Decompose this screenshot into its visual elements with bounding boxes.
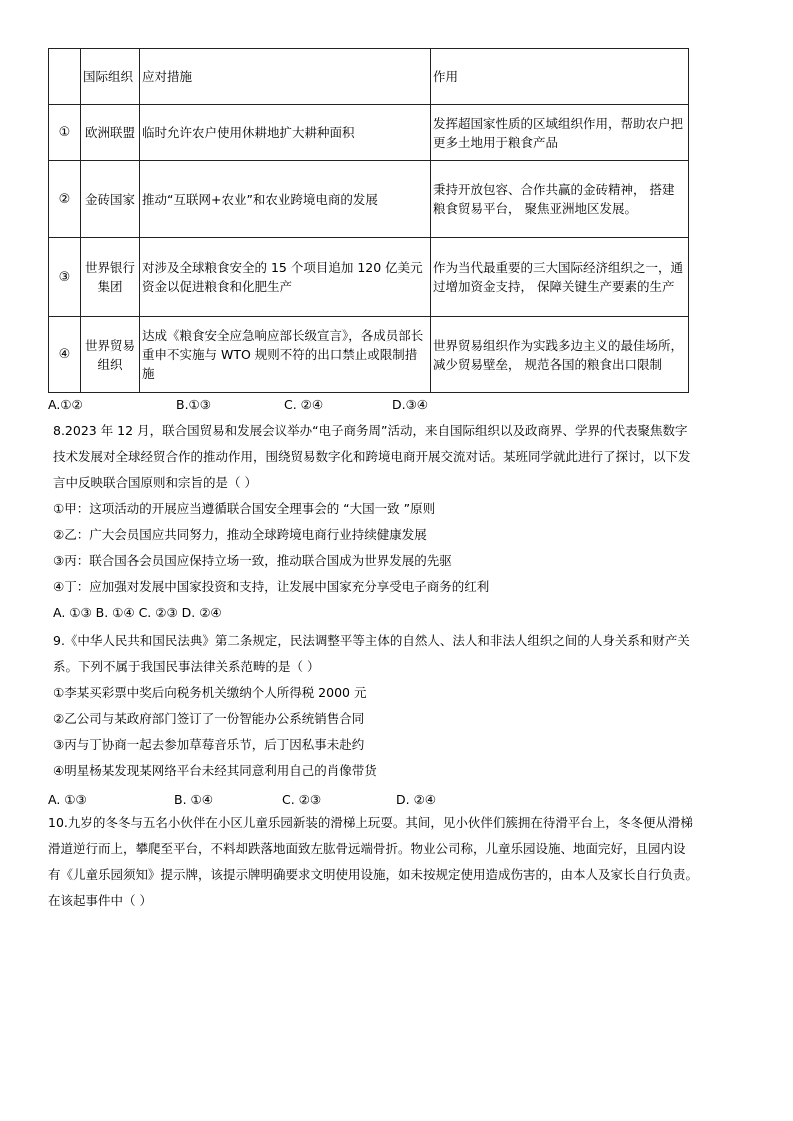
row-effect: 发挥超国家性质的区域组织作用，帮助农户把更多土地用于粮食产品 [431, 105, 689, 161]
table-row [49, 238, 689, 317]
header-organization: 国际组织 [81, 49, 140, 105]
question-stem-line: 10.九岁的冬冬与五名小伙伴在小区儿童乐园新装的滑梯上玩耍。其间，见小伙伴们簇拥在待滑平台上，冬冬便从滑梯 [48, 815, 693, 830]
choice-c[interactable]: C. ②④ [284, 397, 324, 412]
option-item: ①甲：这项活动的开展应当遵循联合国安全理事会的 “大国一致 ”原则 [53, 501, 436, 516]
row-organization: 世界贸易组织 [81, 317, 140, 393]
option-item: ②乙：广大会员国应共同努力，推动全球跨境电商行业持续健康发展 [53, 527, 427, 542]
question-8 [53, 418, 783, 626]
choice-b[interactable]: B. ①④ [174, 792, 213, 807]
choice-a[interactable]: A.①② [48, 397, 83, 412]
question-stem-line: 8.2023 年 12 月，联合国贸易和发展会议举办“电子商务周”活动，来自国际组织以及政商界、学界的代表聚焦数字 [53, 423, 688, 438]
question-9 [53, 628, 783, 784]
row-effect: 作为当代最重要的三大国际经济组织之一，通过增加资金支持， 保障关键生产要素的生产 [431, 238, 689, 317]
row-number: ③ [49, 238, 81, 317]
question-stem-line: 言中反映联合国原则和宗旨的是（ ） [53, 475, 257, 490]
row-organization: 世界银行集团 [81, 238, 140, 317]
header-effect: 作用 [431, 49, 689, 105]
choice-d[interactable]: D. ②④ [396, 792, 436, 807]
row-number: ④ [49, 317, 81, 393]
option-item: ②乙公司与某政府部门签订了一份智能办公系统销售合同 [53, 711, 365, 726]
row-measure: 推动“互联网+农业”和农业跨境电商的发展 [140, 161, 431, 238]
question-stem-line: 在该起事件中（ ） [48, 893, 152, 908]
choice-b[interactable]: B.①③ [176, 397, 211, 412]
question-stem-line: 滑道逆行而上，攀爬至平台，不料却跌落地面致左肱骨远端骨折。物业公司称，儿童乐园设施、地面完好，且园内设 [48, 841, 686, 856]
question-7-choices [48, 396, 748, 414]
row-measure: 临时允许农户使用休耕地扩大耕种面积 [140, 105, 431, 161]
row-effect: 秉持开放包容、合作共赢的金砖精神， 搭建粮食贸易平台， 聚焦亚洲地区发展。 [431, 161, 689, 238]
table-row [49, 161, 689, 238]
table-row [49, 105, 689, 161]
choice-c[interactable]: C. ②③ [282, 792, 322, 807]
question-7-table [48, 48, 689, 393]
option-item: ③丙与丁协商一起去参加草莓音乐节，后丁因私事未赴约 [53, 737, 365, 752]
option-item: ③丙：联合国各会员国应保持立场一致，推动联合国成为世界发展的先驱 [53, 553, 452, 568]
row-measure: 对涉及全球粮食安全的 15 个项目追加 120 亿美元资金以促进粮食和化肥生产 [140, 238, 431, 317]
row-measure: 达成《粮食安全应急响应部长级宣言》，各成员部长重申不实施与 WTO 规则不符的出口禁止或限制措施 [140, 317, 431, 393]
question-stem-line: 9.《中华人民共和国民法典》第二条规定，民法调整平等主体的自然人、法人和非法人组织之间的人身关系和财产关 [53, 633, 690, 648]
question-stem-line: 技术发展对全球经贸合作的推动作用，围绕贸易数字化和跨境电商开展交流对话。某班同学就此进行了探讨，以下发 [53, 449, 691, 464]
option-item: ④明星杨某发现某网络平台未经其同意利用自己的肖像带货 [53, 763, 377, 778]
header-blank-cell [49, 49, 81, 105]
question-9-choices [48, 791, 748, 809]
row-organization: 欧洲联盟 [81, 105, 140, 161]
row-effect: 世界贸易组织作为实践多边主义的最佳场所， 减少贸易壁垒， 规范各国的粮食出口限制 [431, 317, 689, 393]
table-header-row [49, 49, 689, 105]
row-number: ① [49, 105, 81, 161]
option-item: ④丁：应加强对发展中国家投资和支持，让发展中国家充分享受电子商务的红利 [53, 579, 490, 594]
question-10 [48, 810, 778, 914]
question-stem-line: 系。下列不属于我国民事法律关系范畴的是（ ） [53, 659, 320, 674]
table-row [49, 317, 689, 393]
choice-a[interactable]: A. ①③ [48, 792, 87, 807]
row-organization: 金砖国家 [81, 161, 140, 238]
question-stem-line: 有《儿童乐园须知》提示牌，该提示牌明确要求文明使用设施，如未按规定使用造成伤害的，由本人及家长自行负责。 [48, 867, 699, 882]
answer-choices[interactable]: A. ①③ B. ①④ C. ②③ D. ②④ [53, 605, 222, 620]
option-item: ①李某买彩票中奖后向税务机关缴纳个人所得税 2000 元 [53, 685, 367, 700]
choice-d[interactable]: D.③④ [392, 397, 429, 412]
header-measures: 应对措施 [140, 49, 431, 105]
row-number: ② [49, 161, 81, 238]
